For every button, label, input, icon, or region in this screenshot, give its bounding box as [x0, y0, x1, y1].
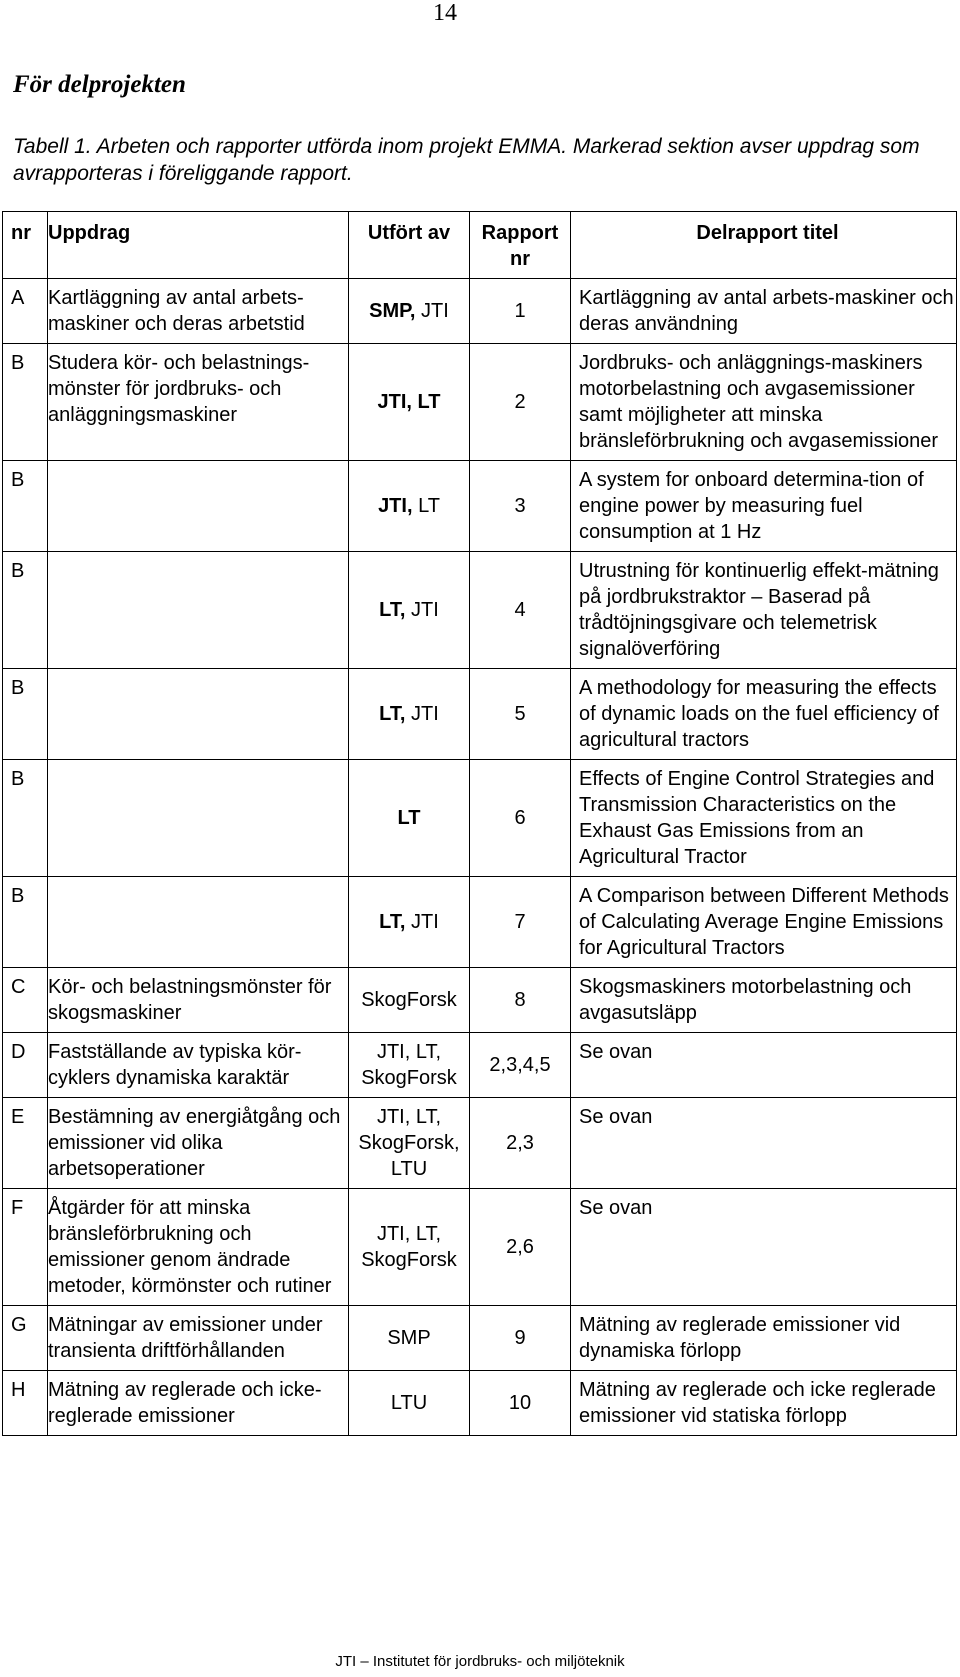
- utfort-av-secondary: SMP: [387, 1327, 431, 1349]
- row-uppdrag: Kör- och belastningsmönster för skogsmaskiner: [48, 968, 349, 1033]
- utfort-av-primary: SMP,: [369, 300, 416, 322]
- page-footer: JTI – Institutet för jordbruks- och miljöteknik: [335, 1653, 625, 1670]
- table-body: [3, 279, 957, 1436]
- utfort-av-secondary: JTI: [405, 911, 439, 933]
- table-caption: Tabell 1. Arbeten och rapporter utförda inom projekt EMMA. Markerad sektion avser uppdrag som avrapporteras i föreliggande rapport.: [13, 135, 920, 185]
- row-uppdrag: [48, 877, 349, 968]
- header-uppdrag: Uppdrag: [48, 212, 349, 279]
- row-nr: F: [3, 1189, 48, 1306]
- table-row: [3, 344, 957, 461]
- row-delrapport-titel: A Comparison between Different Methods of Calculating Average Engine Emissions for Agricultural Tractors: [571, 877, 957, 968]
- row-utfort-av: [349, 877, 470, 968]
- row-rapport-nr: 2,3,4,5: [470, 1033, 571, 1098]
- row-uppdrag: Bestämning av energiåtgång och emissioner vid olika arbetsoperationer: [48, 1098, 349, 1189]
- header-rapport-nr: Rapport nr: [470, 212, 571, 279]
- table-row: [3, 1371, 957, 1436]
- row-rapport-nr: 2,3: [470, 1098, 571, 1189]
- row-uppdrag: Kartläggning av antal arbets-maskiner och deras arbetstid: [48, 279, 349, 344]
- row-uppdrag: [48, 760, 349, 877]
- row-nr: B: [3, 760, 48, 877]
- row-rapport-nr: 3: [470, 461, 571, 552]
- utfort-av-secondary: JTI: [405, 599, 439, 621]
- row-utfort-av: [349, 968, 470, 1033]
- row-delrapport-titel: Skogsmaskiners motorbelastning och avgasutsläpp: [571, 968, 957, 1033]
- row-utfort-av: [349, 1189, 470, 1306]
- table-row: [3, 1306, 957, 1371]
- table-row: [3, 1189, 957, 1306]
- row-uppdrag: Mätningar av emissioner under transienta driftförhållanden: [48, 1306, 349, 1371]
- row-utfort-av: [349, 279, 470, 344]
- row-rapport-nr: 8: [470, 968, 571, 1033]
- row-delrapport-titel: Mätning av reglerade och icke reglerade emissioner vid statiska förlopp: [571, 1371, 957, 1436]
- row-utfort-av: [349, 760, 470, 877]
- row-rapport-nr: 5: [470, 669, 571, 760]
- utfort-av-secondary: JTI, LT, SkogForsk, LTU: [358, 1106, 460, 1180]
- header-delrapport-titel: Delrapport titel: [571, 212, 957, 279]
- row-rapport-nr: 2: [470, 344, 571, 461]
- page-number: 14: [433, 0, 457, 26]
- row-rapport-nr: 2,6: [470, 1189, 571, 1306]
- row-delrapport-titel: Kartläggning av antal arbets-maskiner och deras användning: [571, 279, 957, 344]
- utfort-av-secondary: LT: [412, 495, 440, 517]
- utfort-av-secondary: JTI: [415, 300, 449, 322]
- row-uppdrag: [48, 461, 349, 552]
- row-nr: C: [3, 968, 48, 1033]
- projects-table: [2, 211, 957, 1436]
- row-uppdrag: Studera kör- och belastnings-mönster för jordbruks- och anläggningsmaskiner: [48, 344, 349, 461]
- row-delrapport-titel: Mätning av reglerade emissioner vid dynamiska förlopp: [571, 1306, 957, 1371]
- row-delrapport-titel: Se ovan: [571, 1098, 957, 1189]
- row-delrapport-titel: Se ovan: [571, 1033, 957, 1098]
- row-uppdrag: Åtgärder för att minska bränsleförbrukning och emissioner genom ändrade metoder, körmönster och rutiner: [48, 1189, 349, 1306]
- utfort-av-secondary: SkogForsk: [361, 989, 457, 1011]
- row-delrapport-titel: Effects of Engine Control Strategies and Transmission Characteristics on the Exhaust Gas Emissions from an Agricultural Tractor: [571, 760, 957, 877]
- row-nr: E: [3, 1098, 48, 1189]
- row-delrapport-titel: A system for onboard determina-tion of engine power by measuring fuel consumption at 1 Hz: [571, 461, 957, 552]
- utfort-av-primary: LT,: [379, 911, 406, 933]
- row-nr: B: [3, 461, 48, 552]
- row-utfort-av: [349, 669, 470, 760]
- row-nr: A: [3, 279, 48, 344]
- row-delrapport-titel: Utrustning för kontinuerlig effekt-mätning på jordbrukstraktor – Baserad på trådtöjningsgivare och telemetrisk signalöverföring: [571, 552, 957, 669]
- header-utfort-av: Utfört av: [349, 212, 470, 279]
- utfort-av-secondary: LTU: [390, 1392, 428, 1414]
- table-row: [3, 877, 957, 968]
- table-header-row: [3, 212, 957, 279]
- row-uppdrag: Mätning av reglerade och icke-reglerade emissioner: [48, 1371, 349, 1436]
- row-uppdrag: [48, 552, 349, 669]
- row-nr: G: [3, 1306, 48, 1371]
- row-delrapport-titel: Jordbruks- och anläggnings-maskiners motorbelastning och avgasemissioner samt möjligheter att minska bränsleförbrukning och avgasemissioner: [571, 344, 957, 461]
- row-utfort-av: [349, 1371, 470, 1436]
- row-rapport-nr: 9: [470, 1306, 571, 1371]
- section-heading: För delprojekten: [13, 71, 186, 98]
- row-rapport-nr: 6: [470, 760, 571, 877]
- row-uppdrag: [48, 669, 349, 760]
- table-row: [3, 1033, 957, 1098]
- row-utfort-av: [349, 1098, 470, 1189]
- row-nr: B: [3, 877, 48, 968]
- row-delrapport-titel: Se ovan: [571, 1189, 957, 1306]
- utfort-av-primary: JTI,: [378, 495, 413, 517]
- utfort-av-secondary: JTI, LT, SkogForsk: [361, 1041, 457, 1089]
- row-nr: B: [3, 669, 48, 760]
- row-nr: D: [3, 1033, 48, 1098]
- utfort-av-primary: LT: [397, 807, 421, 829]
- row-rapport-nr: 7: [470, 877, 571, 968]
- row-nr: B: [3, 552, 48, 669]
- table-row: [3, 669, 957, 760]
- header-nr: nr: [3, 212, 48, 279]
- table-row: [3, 968, 957, 1033]
- row-utfort-av: [349, 461, 470, 552]
- utfort-av-primary: LT,: [379, 703, 406, 725]
- row-rapport-nr: 1: [470, 279, 571, 344]
- row-utfort-av: [349, 344, 470, 461]
- row-nr: H: [3, 1371, 48, 1436]
- table-row: [3, 552, 957, 669]
- table-row: [3, 461, 957, 552]
- row-utfort-av: [349, 1306, 470, 1371]
- table-row: [3, 279, 957, 344]
- utfort-av-secondary: JTI, LT, SkogForsk: [361, 1223, 457, 1271]
- utfort-av-secondary: JTI: [405, 703, 439, 725]
- row-rapport-nr: 4: [470, 552, 571, 669]
- row-uppdrag: Fastställande av typiska kör-cyklers dynamiska karaktär: [48, 1033, 349, 1098]
- table-row: [3, 1098, 957, 1189]
- row-nr: B: [3, 344, 48, 461]
- utfort-av-primary: JTI, LT: [377, 391, 441, 413]
- utfort-av-primary: LT,: [379, 599, 406, 621]
- row-utfort-av: [349, 552, 470, 669]
- row-delrapport-titel: A methodology for measuring the effects of dynamic loads on the fuel efficiency of agricultural tractors: [571, 669, 957, 760]
- row-utfort-av: [349, 1033, 470, 1098]
- row-rapport-nr: 10: [470, 1371, 571, 1436]
- table-row: [3, 760, 957, 877]
